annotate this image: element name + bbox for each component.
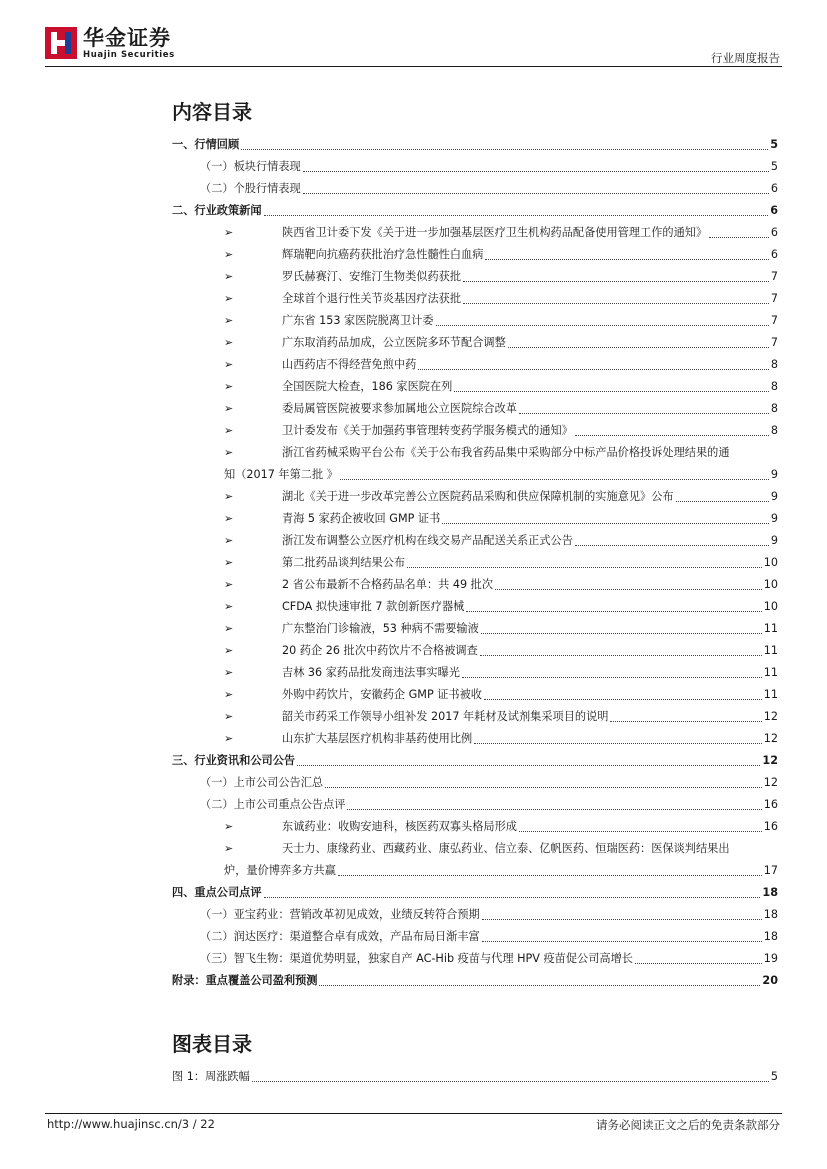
toc-entry-page: 11 <box>763 644 778 657</box>
toc-entry-page: 12 <box>763 710 778 723</box>
toc-entry-continuation[interactable] <box>172 860 778 882</box>
toc-entry[interactable] <box>172 970 778 992</box>
toc-entry-label: 外购中药饮片，安徽药企 GMP 证书被收 <box>282 688 482 701</box>
toc-entry-page: 10 <box>763 556 778 569</box>
figures-list <box>172 1066 778 1088</box>
bullet-arrow-icon: ➢ <box>224 358 234 371</box>
toc-entry-page: 8 <box>770 380 778 393</box>
logo-icon <box>45 27 77 59</box>
toc-entry-label: 第二批药品谈判结果公布 <box>282 556 406 569</box>
toc-entry-page: 18 <box>762 886 778 899</box>
footer-disclaimer: 请务必阅读正文之后的免责条款部分 <box>596 1118 780 1132</box>
toc-entry-label: 山西药店不得经营免煎中药 <box>282 358 417 371</box>
toc-entry[interactable] <box>172 728 778 750</box>
bullet-arrow-icon: ➢ <box>224 314 234 327</box>
toc-entry-label: 湖北《关于进一步改革完善公立医院药品采购和供应保障机制的实施意见》公布 <box>282 490 674 503</box>
toc-entry-label: 天士力、康缘药业、西藏药业、康弘药业、信立泰、亿帆医药、恒瑞医药：医保谈判结果出 <box>282 842 730 855</box>
bullet-arrow-icon: ➢ <box>224 666 234 679</box>
footer-divider <box>45 1113 782 1114</box>
toc-entry-page: 11 <box>763 666 778 679</box>
toc-entry-page: 9 <box>770 468 778 481</box>
bullet-arrow-icon: ➢ <box>224 336 234 349</box>
toc-entry[interactable] <box>172 222 778 244</box>
toc-entry-page: 20 <box>762 974 778 987</box>
toc-entry-label: （二）上市公司重点公告点评 <box>200 798 346 811</box>
bullet-arrow-icon: ➢ <box>224 644 234 657</box>
toc-entry-page: 6 <box>770 248 778 261</box>
toc-entry-label: 炉，量价博弈多方共赢 <box>224 864 336 877</box>
toc-entry[interactable] <box>172 596 778 618</box>
bullet-arrow-icon: ➢ <box>224 578 234 591</box>
toc-list <box>172 134 778 992</box>
toc-entry-page: 11 <box>763 622 778 635</box>
figures-title: 图表目录 <box>172 1032 252 1056</box>
toc-entry-page: 6 <box>770 226 778 239</box>
toc-entry-page: 7 <box>770 314 778 327</box>
bullet-arrow-icon: ➢ <box>224 600 234 613</box>
toc-entry-page: 8 <box>770 424 778 437</box>
toc-entry[interactable] <box>172 574 778 596</box>
bullet-arrow-icon: ➢ <box>224 270 234 283</box>
bullet-arrow-icon: ➢ <box>224 732 234 745</box>
toc-entry[interactable] <box>172 530 778 552</box>
toc-entry-page: 12 <box>762 754 778 767</box>
toc-entry-label: 山东扩大基层医疗机构非基药使用比例 <box>282 732 473 745</box>
toc-entry-label: 陕西省卫计委下发《关于进一步加强基层医疗卫生机构药品配备使用管理工作的通知》 <box>282 226 708 239</box>
toc-entry-multiline[interactable] <box>172 442 778 464</box>
toc-entry[interactable] <box>172 706 778 728</box>
toc-entry-page: 19 <box>763 952 778 965</box>
bullet-arrow-icon: ➢ <box>224 512 234 525</box>
toc-entry-page: 16 <box>763 798 778 811</box>
toc-entry[interactable] <box>172 134 778 156</box>
toc-entry-label: （一）板块行情表现 <box>200 160 301 173</box>
toc-entry-page: 7 <box>770 270 778 283</box>
toc-entry[interactable] <box>172 794 778 816</box>
brand-name-cn: 华金证券 <box>83 26 171 50</box>
toc-entry[interactable] <box>172 420 778 442</box>
toc-entry-continuation[interactable] <box>172 464 778 486</box>
page-header <box>0 0 827 68</box>
toc-entry[interactable] <box>172 750 778 772</box>
toc-entry-page: 12 <box>763 776 778 789</box>
toc-entry-label: （二）润达医疗：渠道整合卓有成效，产品布局日渐丰富 <box>200 930 480 943</box>
toc-entry[interactable] <box>172 354 778 376</box>
toc-entry-page: 9 <box>770 534 778 547</box>
toc-entry[interactable] <box>172 266 778 288</box>
toc-entry-page: 9 <box>770 490 778 503</box>
toc-entry-page: 10 <box>763 600 778 613</box>
bullet-arrow-icon: ➢ <box>224 402 234 415</box>
toc-entry-multiline[interactable] <box>172 838 778 860</box>
toc-entry-label: 全国医院大检查，186 家医院在列 <box>282 380 453 393</box>
toc-entry-page: 17 <box>763 864 778 877</box>
toc-entry-label: 20 药企 26 批次中药饮片不合格被调查 <box>282 644 478 657</box>
toc-entry[interactable] <box>172 178 778 200</box>
toc-entry-page: 18 <box>763 930 778 943</box>
toc-entry[interactable] <box>172 772 778 794</box>
toc-entry[interactable] <box>172 618 778 640</box>
toc-entry[interactable] <box>172 640 778 662</box>
toc-entry-label: 2 省公布最新不合格药品名单：共 49 批次 <box>282 578 494 591</box>
toc-entry[interactable] <box>172 200 778 222</box>
toc-entry-label: 辉瑞靶向抗癌药获批治疗急性髓性白血病 <box>282 248 484 261</box>
bullet-arrow-icon: ➢ <box>224 688 234 701</box>
toc-entry-label: （三）智飞生物：渠道优势明显，独家自产 AC-Hib 疫苗与代理 HPV 疫苗促公司高增长 <box>200 952 633 965</box>
brand-logo <box>45 27 175 60</box>
toc-entry[interactable] <box>172 398 778 420</box>
toc-entry-page: 16 <box>763 820 778 833</box>
toc-entry-label: 罗氏赫赛汀、安维汀生物类似药获批 <box>282 270 462 283</box>
toc-entry[interactable] <box>172 816 778 838</box>
bullet-arrow-icon: ➢ <box>224 556 234 569</box>
toc-entry-label: （二）个股行情表现 <box>200 182 301 195</box>
figure-entry-label: 图 1：周涨跌幅 <box>172 1070 250 1083</box>
toc-entry-page: 10 <box>763 578 778 591</box>
toc-entry-label: 青海 5 家药企被收回 GMP 证书 <box>282 512 441 525</box>
toc-entry-label: 浙江发布调整公立医疗机构在线交易产品配送关系正式公告 <box>282 534 573 547</box>
bullet-arrow-icon: ➢ <box>224 424 234 437</box>
bullet-arrow-icon: ➢ <box>224 446 234 459</box>
toc-entry-label: （一）亚宝药业：营销改革初见成效，业绩反转符合预期 <box>200 908 480 921</box>
bullet-arrow-icon: ➢ <box>224 842 234 855</box>
toc-entry[interactable] <box>172 882 778 904</box>
toc-entry-label: CFDA 拟快速审批 7 款创新医疗器械 <box>282 600 465 613</box>
toc-entry[interactable] <box>172 662 778 684</box>
figure-entry-page: 5 <box>770 1070 778 1083</box>
toc-entry-label: 浙江省药械采购平台公布《关于公布我省药品集中采购部分中标产品价格投诉处理结果的通 <box>282 446 730 459</box>
toc-entry[interactable] <box>172 508 778 530</box>
toc-entry[interactable] <box>172 926 778 948</box>
toc-entry-label: 广东整治门诊输液，53 种病不需要输液 <box>282 622 479 635</box>
toc-entry-label: 知（2017 年第二批 》 <box>224 468 338 481</box>
toc-entry-label: 四、重点公司点评 <box>172 886 262 899</box>
report-type: 行业周度报告 <box>711 51 780 65</box>
toc-entry-page: 8 <box>770 358 778 371</box>
toc-entry-page: 8 <box>770 402 778 415</box>
toc-entry[interactable] <box>172 376 778 398</box>
toc-entry-page: 18 <box>763 908 778 921</box>
toc-entry-label: 广东取消药品加成，公立医院多环节配合调整 <box>282 336 506 349</box>
toc-entry-page: 11 <box>763 688 778 701</box>
toc-title: 内容目录 <box>172 100 252 124</box>
bullet-arrow-icon: ➢ <box>224 490 234 503</box>
toc-entry[interactable] <box>172 288 778 310</box>
toc-entry-page: 5 <box>770 138 778 151</box>
bullet-arrow-icon: ➢ <box>224 380 234 393</box>
toc-entry[interactable] <box>172 684 778 706</box>
toc-entry[interactable] <box>172 486 778 508</box>
toc-entry-page: 12 <box>763 732 778 745</box>
toc-entry-label: 韶关市药采工作领导小组补发 2017 年耗材及试剂集采项目的说明 <box>282 710 609 723</box>
toc-entry[interactable] <box>172 948 778 970</box>
toc-entry-label: 委局属管医院被要求参加属地公立医院综合改革 <box>282 402 517 415</box>
toc-entry-label: （一）上市公司公告汇总 <box>200 776 324 789</box>
bullet-arrow-icon: ➢ <box>224 292 234 305</box>
toc-entry-page: 6 <box>770 204 778 217</box>
toc-entry-page: 9 <box>770 512 778 525</box>
toc-entry-page: 7 <box>770 336 778 349</box>
figure-entry[interactable] <box>172 1066 778 1088</box>
bullet-arrow-icon: ➢ <box>224 710 234 723</box>
footer-url-page[interactable]: http://www.huajinsc.cn/3 / 22 <box>47 1117 215 1131</box>
toc-entry-label: 东诚药业：收购安迪科，核医药双寡头格局形成 <box>282 820 517 833</box>
toc-entry-label: 广东省 153 家医院脱离卫计委 <box>282 314 434 327</box>
bullet-arrow-icon: ➢ <box>224 534 234 547</box>
brand-name-en: Huajin Securities <box>83 50 175 60</box>
toc-entry[interactable] <box>172 904 778 926</box>
toc-entry[interactable] <box>172 332 778 354</box>
toc-entry-label: 卫计委发布《关于加强药事管理转变药学服务模式的通知》 <box>282 424 573 437</box>
toc-entry-label: 吉林 36 家药品批发商违法事实曝光 <box>282 666 460 679</box>
toc-entry-label: 二、行业政策新闻 <box>172 204 262 217</box>
toc-entry-label: 一、行情回顾 <box>172 138 240 151</box>
toc-entry-page: 5 <box>770 160 778 173</box>
toc-entry-label: 三、行业资讯和公司公告 <box>172 754 296 767</box>
toc-entry[interactable] <box>172 552 778 574</box>
bullet-arrow-icon: ➢ <box>224 622 234 635</box>
toc-entry-label: 全球首个退行性关节炎基因疗法获批 <box>282 292 462 305</box>
bullet-arrow-icon: ➢ <box>224 248 234 261</box>
bullet-arrow-icon: ➢ <box>224 820 234 833</box>
header-divider <box>45 66 782 67</box>
toc-entry-label: 附录：重点覆盖公司盈利预测 <box>172 974 318 987</box>
toc-entry[interactable] <box>172 156 778 178</box>
toc-entry[interactable] <box>172 310 778 332</box>
toc-entry-page: 6 <box>770 182 778 195</box>
toc-entry[interactable] <box>172 244 778 266</box>
toc-entry-page: 7 <box>770 292 778 305</box>
bullet-arrow-icon: ➢ <box>224 226 234 239</box>
